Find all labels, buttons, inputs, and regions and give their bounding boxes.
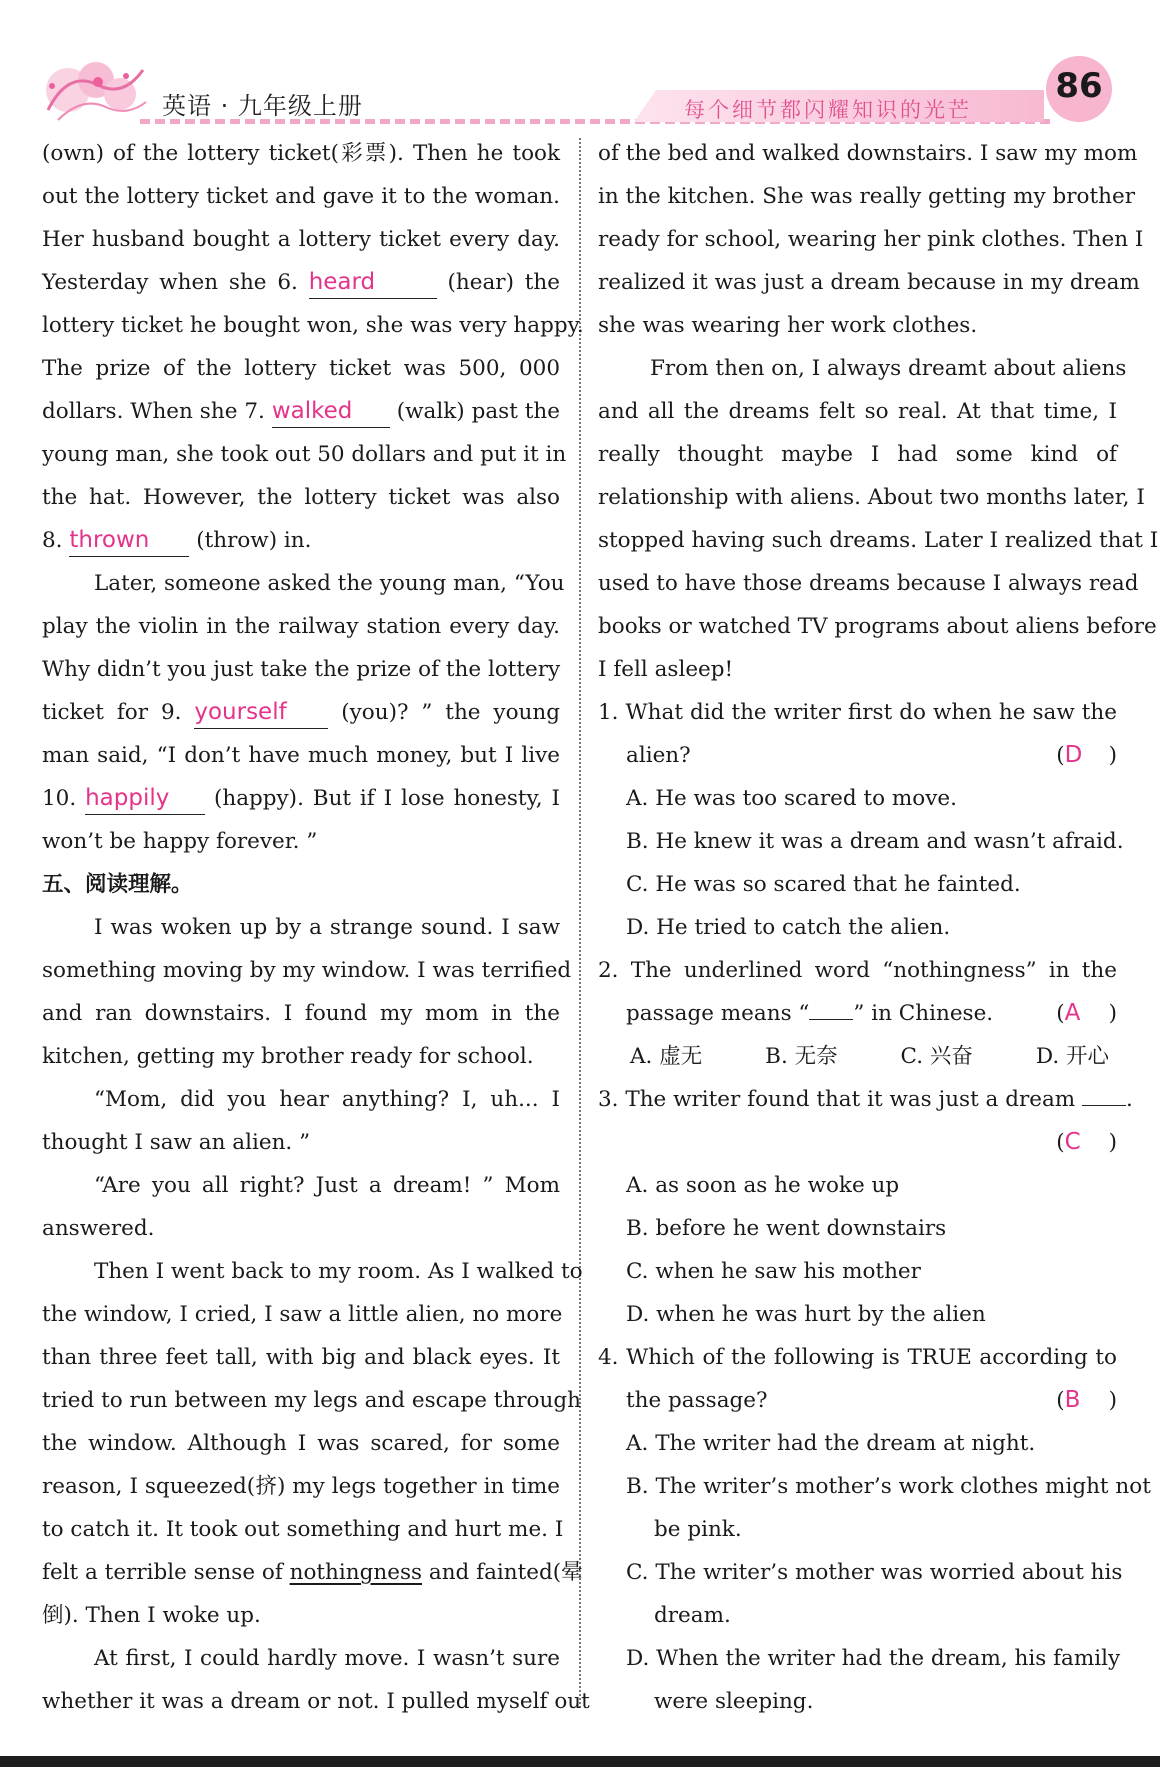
text-line: the window. Although I was scared, for some: [42, 1431, 560, 1456]
text-line: answered.: [42, 1216, 155, 1241]
answer-8: thrown: [69, 527, 150, 553]
answer-blank-q3[interactable]: [1082, 1105, 1126, 1106]
text-line: At first, I could hardly move. I wasn’t sure: [94, 1646, 560, 1671]
text-line-blank-10: [42, 777, 560, 820]
text-line: (own) of the lottery ticket(彩票). Then he took: [42, 141, 560, 166]
option-3c[interactable]: C. when he saw his mother: [626, 1259, 921, 1284]
text-line: “Are you all right? Just a dream! ” Mom: [94, 1173, 560, 1198]
answer-9: yourself: [194, 699, 287, 725]
option-2c[interactable]: C. 兴奋: [900, 1044, 973, 1069]
text-line: Then I went back to my room. As I walked to: [94, 1259, 583, 1284]
answer-7: walked: [271, 398, 353, 424]
answer-blank-9[interactable]: [194, 697, 328, 729]
text-line: relationship with aliens. About two months later, I: [598, 485, 1145, 510]
text-line: really thought maybe I had some kind of: [598, 442, 1117, 467]
text-line: young man, she took out 50 dollars and put it in: [42, 442, 567, 467]
right-column: [598, 132, 1159, 1723]
text-segment: ” in Chinese.: [853, 1001, 994, 1026]
text-line: and ran downstairs. I found my mom in the: [42, 1001, 560, 1026]
option-1b[interactable]: B. He knew it was a dream and wasn’t afraid.: [626, 829, 1124, 854]
header-motto: 每个细节都闪耀知识的光芒: [684, 98, 972, 122]
option-2a[interactable]: A. 虚无: [630, 1044, 703, 1069]
text-line: she was wearing her work clothes.: [598, 313, 978, 338]
option-4b[interactable]: B. The writer’s mother’s work clothes might not: [626, 1474, 1151, 1499]
book-title: 英语 · 九年级上册: [162, 92, 363, 120]
flower-ornament-icon: [38, 50, 150, 125]
text-line: From then on, I always dreamt about aliens: [650, 356, 1127, 381]
text-line: stopped having such dreams. Later I realized that I: [598, 528, 1159, 553]
answer-q2: A: [1064, 1000, 1081, 1026]
text-line: than three feet tall, with big and black eyes. It: [42, 1345, 560, 1370]
option-2b[interactable]: B. 无奈: [765, 1044, 838, 1069]
text-line: reason, I squeezed(挤) my legs together in time: [42, 1474, 560, 1499]
text-line: play the violin in the railway station every day.: [42, 614, 560, 639]
option-4a[interactable]: A. The writer had the dream at night.: [626, 1431, 1036, 1456]
option-2d[interactable]: D. 开心: [1035, 1044, 1109, 1069]
question-2-stem: 2. The underlined word “nothingness” in the: [598, 958, 1117, 983]
text-line: and all the dreams felt so real. At that time, I: [598, 399, 1117, 424]
text-line: The prize of the lottery ticket was 500, 000: [42, 356, 560, 381]
text-segment: (walk) past the: [396, 399, 560, 424]
text-segment: and fainted(晕: [428, 1560, 583, 1585]
text-segment: (throw) in.: [196, 528, 312, 553]
text-line: Why didn’t you just take the prize of the lottery: [42, 657, 561, 682]
text-segment: 8.: [42, 528, 63, 553]
text-segment: (hear) the: [447, 270, 560, 295]
answer-10: happily: [85, 785, 170, 811]
question-3-bracket-line: [598, 1121, 1117, 1164]
text-line: out the lottery ticket and gave it to the woman.: [42, 184, 560, 209]
option-3d[interactable]: D. when he was hurt by the alien: [626, 1302, 986, 1327]
page-header: [0, 0, 1160, 132]
answer-bracket-2[interactable]: (A ): [1056, 992, 1117, 1035]
text-line: the window, I cried, I saw a little alien, no more: [42, 1302, 563, 1327]
question-1-stem: 1. What did the writer first do when he saw the: [598, 700, 1117, 725]
text-line: Her husband bought a lottery ticket every day.: [42, 227, 560, 252]
question-2-stem-cont: [598, 992, 1117, 1035]
text-segment: 10.: [42, 786, 77, 811]
text-line-blank-9: [42, 691, 560, 734]
text-line-blank-7: [42, 390, 560, 433]
section-heading: 五、阅读理解。: [42, 872, 193, 897]
left-column: [42, 132, 590, 1723]
option-4c-cont: dream.: [654, 1603, 731, 1628]
answer-blank-7[interactable]: [272, 396, 390, 428]
text-segment: Yesterday when she 6.: [42, 270, 298, 295]
text-line: whether it was a dream or not. I pulled myself out: [42, 1689, 590, 1714]
text-line: realized it was just a dream because in my dream: [598, 270, 1140, 295]
question-4-stem: 4. Which of the following is TRUE according to: [598, 1345, 1117, 1370]
text-line: the hat. However, the lottery ticket was also: [42, 485, 560, 510]
option-4c[interactable]: C. The writer’s mother was worried about his: [626, 1560, 1123, 1585]
option-4d-cont: were sleeping.: [654, 1689, 814, 1714]
answer-bracket-3[interactable]: (C ): [1056, 1121, 1117, 1164]
text-line: lottery ticket he bought won, she was very happy.: [42, 313, 584, 338]
answer-blank-8[interactable]: [69, 525, 189, 557]
answer-bracket-4[interactable]: (B ): [1056, 1379, 1117, 1422]
answer-q1: D: [1064, 742, 1083, 768]
text-segment: 3. The writer found that it was just a dream: [598, 1087, 1076, 1112]
text-line: Later, someone asked the young man, “You: [94, 571, 565, 596]
answer-6: heard: [308, 269, 376, 295]
text-line: to catch it. It took out something and hurt me. I: [42, 1517, 564, 1542]
options-row-2: [598, 1035, 1117, 1078]
answer-blank-q2[interactable]: [809, 1019, 853, 1020]
text-segment: (happy). But if I lose honesty, I: [213, 786, 560, 811]
text-line: “Mom, did you hear anything? I, uh... I: [94, 1087, 560, 1112]
option-3a[interactable]: A. as soon as he woke up: [626, 1173, 900, 1198]
text-line: I fell asleep!: [598, 657, 734, 682]
text-line: of the bed and walked downstairs. I saw my mom: [598, 141, 1138, 166]
text-segment: the passage?: [626, 1388, 768, 1413]
option-3b[interactable]: B. before he went downstairs: [626, 1216, 947, 1241]
text-segment: alien?: [626, 743, 691, 768]
option-4d[interactable]: D. When the writer had the dream, his family: [626, 1646, 1121, 1671]
text-segment: dollars. When she 7.: [42, 399, 265, 424]
column-divider: [579, 138, 581, 1708]
question-4-stem-cont: [598, 1379, 1117, 1422]
text-line-underlined-word: [42, 1551, 583, 1594]
text-line: books or watched TV programs about aliens before: [598, 614, 1157, 639]
text-line: used to have those dreams because I always read: [598, 571, 1139, 596]
text-line-blank-6: [42, 261, 560, 304]
answer-bracket-1[interactable]: (D ): [1056, 734, 1117, 777]
option-1d[interactable]: D. He tried to catch the alien.: [626, 915, 951, 940]
answer-blank-6[interactable]: [309, 267, 437, 299]
bottom-edge-bar: [0, 1756, 1160, 1767]
text-line: in the kitchen. She was really getting my brother: [598, 184, 1135, 209]
option-1a[interactable]: A. He was too scared to move.: [626, 786, 957, 811]
question-3-stem: 3. The writer found that it was just a dream .: [598, 1087, 1133, 1112]
answer-blank-10[interactable]: [85, 783, 205, 815]
text-line: 倒). Then I woke up.: [42, 1603, 261, 1628]
option-4b-cont: be pink.: [654, 1517, 742, 1542]
underlined-word-nothingness: nothingness: [289, 1560, 423, 1585]
question-1-stem-cont: [598, 734, 1117, 777]
text-line: kitchen, getting my brother ready for school.: [42, 1044, 534, 1069]
text-segment: passage means “: [626, 1001, 810, 1026]
option-1c[interactable]: C. He was so scared that he fainted.: [626, 872, 1021, 897]
page-number: 86: [1055, 66, 1103, 106]
answer-q3: C: [1064, 1129, 1081, 1155]
text-segment: (you)? ” the young: [341, 700, 560, 725]
answer-q4: B: [1064, 1387, 1081, 1413]
text-line: man said, “I don’t have much money, but I live: [42, 743, 560, 768]
text-segment: felt a terrible sense of: [42, 1560, 283, 1585]
text-line: tried to run between my legs and escape through: [42, 1388, 581, 1413]
text-line: thought I saw an alien. ”: [42, 1130, 311, 1155]
text-line: ready for school, wearing her pink clothes. Then I: [598, 227, 1144, 252]
text-line: won’t be happy forever. ”: [42, 829, 318, 854]
text-segment: ticket for 9.: [42, 700, 182, 725]
text-line: I was woken up by a strange sound. I saw: [94, 915, 560, 940]
text-line: something moving by my window. I was terrified: [42, 958, 572, 983]
text-line-blank-8: [42, 519, 560, 562]
